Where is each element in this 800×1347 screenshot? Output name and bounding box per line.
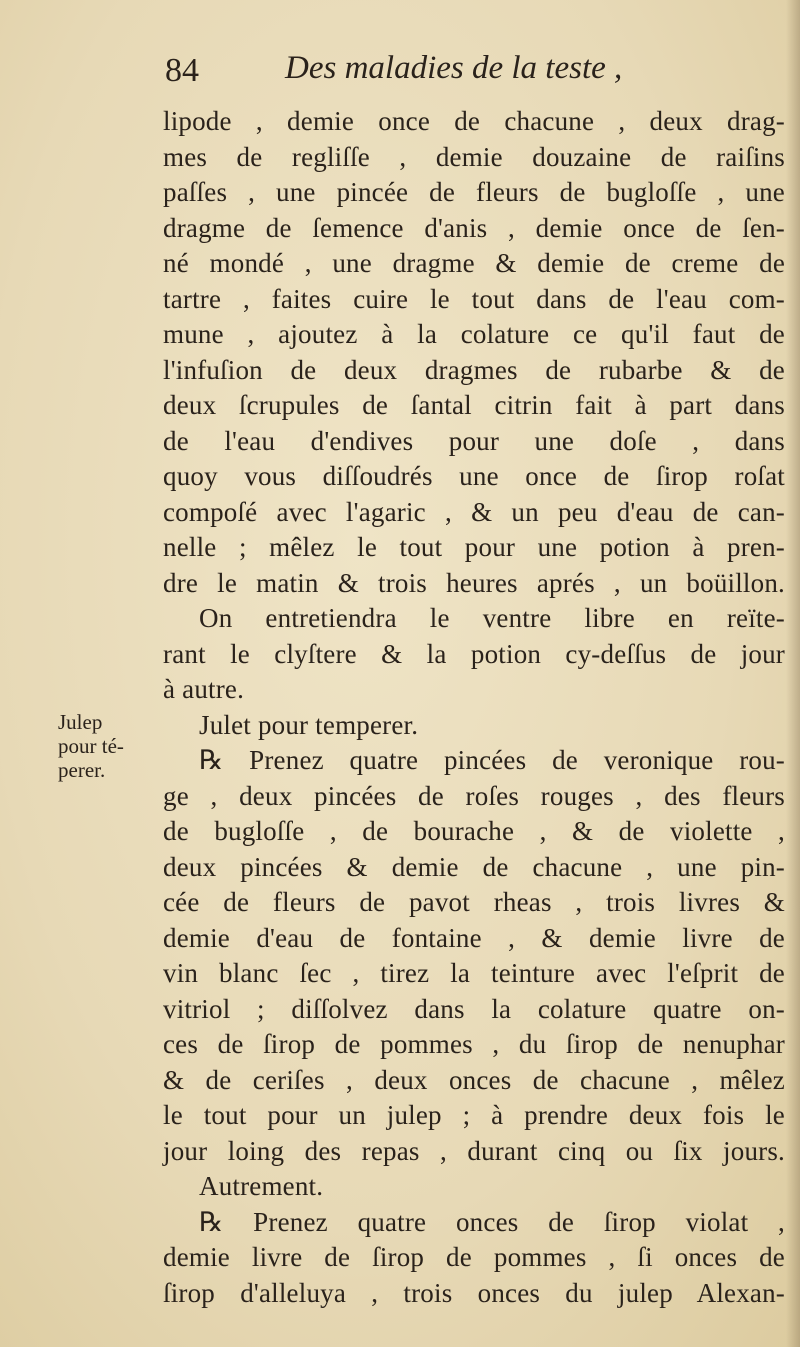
margin-note-line: perer. [58, 758, 106, 782]
text-line: l'infuſion de deux dragmes de rubarbe & de [163, 354, 785, 385]
margin-note [58, 710, 148, 782]
text-line: deux pincées & demie de chacune , une pin- [163, 851, 785, 882]
text-line: mune , ajoutez à la colature ce qu'il faut de [163, 319, 785, 349]
page-header [165, 48, 785, 96]
text-line: né mondé , une dragme & demie de creme de [163, 248, 785, 278]
body-text [163, 104, 785, 1311]
text-line: & de ceriſes , deux onces de chacune , mêlez [163, 1064, 785, 1095]
text-line: dragme de ſemence d'anis , demie once de ſen- [163, 212, 785, 243]
text-line: ℞ Prenez quatre onces de ſirop violat , [199, 1206, 785, 1237]
section-heading: Autrement. [199, 1171, 324, 1201]
margin-note-line: pour té- [58, 734, 124, 758]
text-line: compoſé avec l'agaric , & un peu d'eau de can- [163, 496, 785, 527]
text-line: de l'eau d'endives pour une doſe , dans [163, 425, 785, 456]
text-line: deux ſcrupules de ſantal citrin fait à part dans [163, 390, 785, 420]
text-line: vitriol ; diſſolvez dans la colature quatre on- [163, 993, 785, 1024]
page-edge-shadow [786, 0, 800, 1347]
text-line: quoy vous diſſoudrés une once de ſirop roſat [163, 461, 785, 491]
text-line: cée de fleurs de pavot rheas , trois livres & [163, 887, 785, 917]
text-line: ces de ſirop de pommes , du ſirop de nenuphar [163, 1029, 785, 1059]
page-number: 84 [165, 52, 199, 89]
text-line: tartre , faites cuire le tout dans de l'eau com- [163, 283, 785, 314]
margin-note-line: Julep [58, 710, 103, 734]
text-line: dre le matin & trois heures aprés , un boüillon. [163, 567, 785, 598]
text-line: On entretiendra le ventre libre en reïte- [199, 603, 785, 633]
text-line: vin blanc ſec , tirez la teinture avec l'eſprit de [163, 958, 785, 988]
text-line: lipode , demie once de chacune , deux drag- [163, 106, 785, 136]
section-heading: Julet pour temperer. [199, 709, 419, 740]
text-line: le tout pour un julep ; à prendre deux fois le [163, 1100, 785, 1130]
text-line: ge , deux pincées de roſes rouges , des fleurs [163, 780, 785, 811]
text-line: à autre. [163, 674, 245, 704]
text-line: ſirop d'alleluya , trois onces du julep Alexan- [163, 1277, 785, 1308]
text-line: de bugloſſe , de bourache , & de violette , [163, 816, 785, 846]
text-line: rant le clyſtere & la potion cy-deſſus de jour [163, 638, 785, 669]
text-line: paſſes , une pincée de fleurs de bugloſſe , une [163, 177, 785, 207]
text-line: demie livre de ſirop de pommes , ſi onces de [163, 1242, 785, 1272]
text-line: demie d'eau de fontaine , & demie livre de [163, 922, 785, 953]
text-line: ℞ Prenez quatre pincées de veronique rou- [199, 745, 785, 775]
text-line: mes de regliſſe , demie douzaine de raiſins [163, 141, 785, 172]
running-title: Des maladies de la teste , [285, 50, 623, 86]
text-line: nelle ; mêlez le tout pour une potion à pren- [163, 532, 785, 562]
text-line: jour loing des repas , durant cinq ou ſix jours. [163, 1135, 785, 1166]
